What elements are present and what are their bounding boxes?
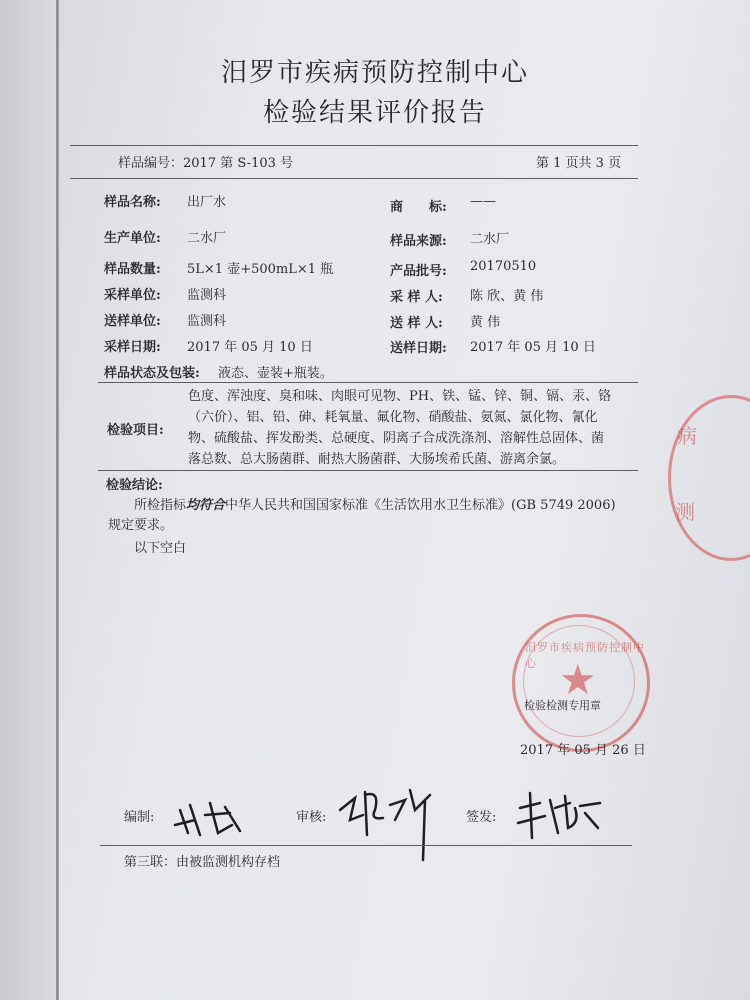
seal-caption: 检验检测专用章 (524, 699, 601, 712)
report-date: 2017 年 05 月 26 日 (520, 743, 646, 758)
source-label: 样品来源: (390, 234, 447, 249)
conclusion-emphasis: 均符合 (186, 498, 226, 513)
state-value: 液态、壶装+瓶装。 (218, 366, 333, 381)
blank-note: 以下空白 (134, 541, 187, 556)
delivery-date-label: 送样日期: (390, 341, 447, 356)
state-label: 样品状态及包装: (104, 366, 200, 381)
issuer-label: 签发: (466, 810, 497, 825)
page-indicator: 第 1 页共 3 页 (536, 156, 622, 171)
source-value: 二水厂 (470, 232, 510, 247)
test-items-line: （六价）、铝、铅、砷、耗氧量、氟化物、硝酸盐、氨氮、氯化物、氰化 (188, 410, 598, 425)
star-icon: ★ (559, 655, 597, 704)
issuer-signature (510, 788, 610, 843)
sampler-value: 陈 欣、黄 伟 (470, 289, 544, 304)
deliverer-label: 送 样 人: (390, 316, 443, 331)
batch-value: 20170510 (470, 259, 537, 274)
trademark-value: —— (470, 194, 496, 209)
test-items-line: 落总数、总大肠菌群、耐热大肠菌群、大肠埃希氏菌、游离余氯。 (188, 452, 566, 467)
quantity-value: 5L×1 壶+500mL×1 瓶 (187, 262, 334, 277)
compiler-signature (170, 795, 250, 840)
test-items-line: 色度、浑浊度、臭和味、肉眼可见物、PH、铁、锰、锌、铜、镉、汞、铬 (188, 389, 612, 404)
sampling-date-label: 采样日期: (104, 340, 161, 355)
org-title: 汨罗市疾病预防控制中心 (220, 58, 529, 88)
quantity-label: 样品数量: (104, 262, 161, 277)
conclusion-text (134, 494, 616, 513)
deliverer-value: 黄 伟 (470, 315, 501, 330)
conclusion-text-c: 规定要求。 (108, 518, 174, 533)
conclusion-heading: 检验结论: (106, 478, 163, 493)
producer-value: 二水厂 (187, 231, 227, 246)
conclusion-text-a: 所检指标 (134, 498, 187, 513)
divider (70, 178, 638, 179)
reviewer-signature (335, 780, 445, 865)
test-items-label: 检验项目: (107, 423, 164, 438)
copy-note: 第三联：由被监测机构存档 (124, 855, 281, 870)
sampling-unit-label: 采样单位: (104, 288, 161, 303)
sampling-date-value: 2017 年 05 月 10 日 (187, 340, 313, 355)
partial-side-stamp (668, 395, 750, 561)
test-items-list (188, 386, 638, 470)
divider (98, 470, 638, 471)
binding-edge (56, 0, 58, 1000)
seal-arc-text: 汨罗市疾病预防控制中心 (525, 641, 645, 670)
report-title: 检验结果评价报告 (262, 98, 487, 128)
delivery-unit-label: 送样单位: (104, 314, 161, 329)
delivery-date-value: 2017 年 05 月 10 日 (470, 340, 596, 355)
trademark-label: 商 标: (390, 200, 447, 215)
conclusion-text-b: 中华人民共和国国家标准《生活饮用水卫生标准》(GB 5749 2006) (225, 498, 616, 513)
batch-label: 产品批号: (390, 264, 447, 279)
sample-number: 样品编号：2017 第 S-103 号 (118, 156, 294, 171)
side-stamp-char-bottom: 测 (675, 500, 695, 524)
divider (70, 145, 638, 146)
divider (98, 382, 638, 383)
test-items-line: 物、硫酸盐、挥发酚类、总硬度、阴离子合成洗涤剂、溶解性总固体、菌 (188, 431, 605, 446)
compiler-label: 编制: (124, 810, 155, 825)
divider (100, 845, 632, 846)
sample-name-value: 出厂水 (187, 195, 227, 210)
reviewer-label: 审核: (296, 810, 327, 825)
side-stamp-char-top: 病 (677, 424, 697, 448)
producer-label: 生产单位: (104, 231, 161, 246)
sampling-unit-value: 监测科 (187, 288, 227, 303)
delivery-unit-value: 监测科 (187, 314, 227, 329)
sample-name-label: 样品名称: (104, 195, 161, 210)
official-seal (512, 614, 650, 752)
sampler-label: 采 样 人: (390, 290, 443, 305)
underlying-page-edge (0, 0, 59, 1000)
